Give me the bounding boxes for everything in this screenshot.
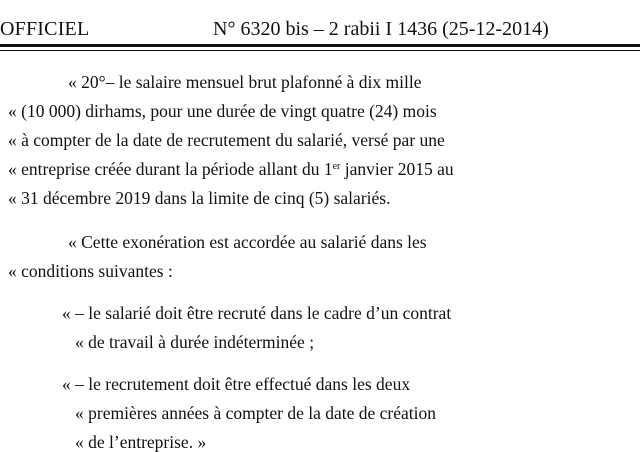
text-line: « 31 décembre 2019 dans la limite de cinq (5) salariés. — [8, 188, 391, 208]
issue-reference: N° 6320 bis – 2 rabii I 1436 (25-12-2014) — [213, 18, 549, 40]
text-line: « à compter de la date de recrutement du salarié, versé par une — [8, 130, 445, 150]
text-line: « – le recrutement doit être effectué dans les deux — [62, 374, 411, 394]
text-line: « Cette exonération est accordée au salarié dans les — [68, 232, 427, 252]
journal-section-title: OFFICIEL — [0, 18, 90, 40]
text-line: « – le salarié doit être recruté dans le cadre d’un contrat — [62, 303, 452, 323]
text-line: « premières années à compter de la date de création — [75, 403, 436, 423]
text-line: « (10 000) dirhams, pour une durée de vingt quatre (24) mois — [8, 101, 437, 121]
text-line — [8, 161, 454, 179]
text-line: « 20°– le salaire mensuel brut plafonné à dix mille — [68, 72, 422, 92]
ordinal-superscript: er — [332, 161, 341, 172]
text-line: « de travail à durée indéterminée ; — [75, 332, 315, 352]
text-line-part: janvier 2015 au — [340, 159, 454, 179]
text-line-part: « entreprise créée durant la période allant du 1 — [8, 159, 333, 179]
text-line: « de l’entreprise. » — [75, 432, 207, 452]
text-line: « conditions suivantes : — [8, 261, 173, 281]
